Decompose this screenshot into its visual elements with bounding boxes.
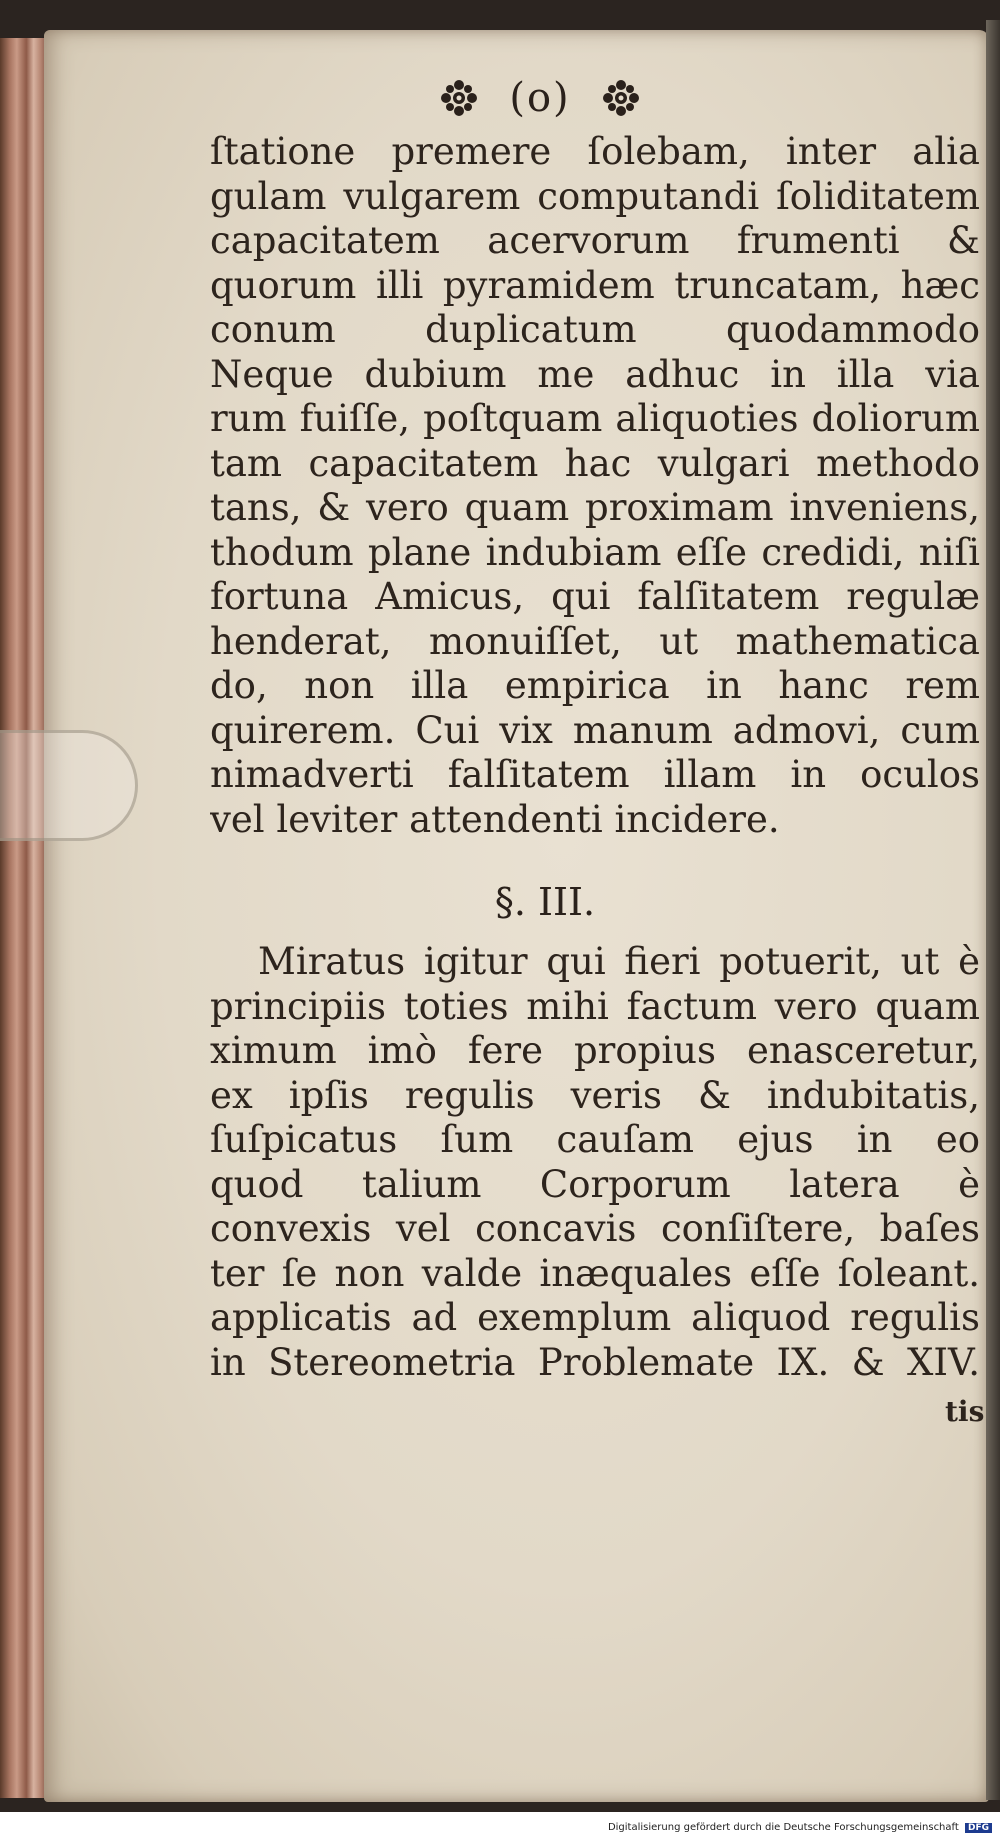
text-line: tans, & vero quam proximam inveniens, xyxy=(210,486,980,529)
page-clip xyxy=(0,730,138,841)
footer-credit-text: Digitalisierung gefördert durch die Deutsche Forschungsgemeinschaft xyxy=(607,1822,959,1833)
text-line: convexis vel concavis conſiſtere, baſes xyxy=(210,1207,980,1250)
text-line: henderat, monuiſſet, ut mathematica xyxy=(210,619,980,663)
text-line: nimadverti falſitatem illam in oculos xyxy=(210,753,980,796)
text-line: Miratus igitur qui fieri potuerit, ut è xyxy=(258,940,980,983)
paragraph-2 xyxy=(210,940,980,1385)
ornament-left-icon xyxy=(439,78,479,118)
catchword: tis xyxy=(945,1395,985,1428)
text-line: gulam vulgarem computandi ſoliditatem xyxy=(210,174,980,218)
paragraph-1 xyxy=(210,130,980,842)
text-line: quorum illi pyramidem truncatam, hæc xyxy=(210,263,980,307)
text-line: ex ipſis regulis veris & indubitatis, xyxy=(210,1073,980,1117)
text-line: capacitatem acervorum frumenti & xyxy=(210,219,980,262)
text-line: in Stereometria Problemate IX. & XIV. xyxy=(210,1340,980,1384)
text-line: ſuſpicatus ſum cauſam ejus in eo xyxy=(210,1118,980,1161)
text-line: quirerem. Cui vix manum admovi, cum xyxy=(210,708,980,752)
text-line: conum duplicatum quodammodo xyxy=(210,308,980,351)
text-line: rum fuiſſe, poſtquam aliquoties doliorum xyxy=(210,397,980,440)
text-line: fortuna Amicus, qui falſitatem regulæ xyxy=(210,575,980,618)
text-line: do, non illa empirica in hanc rem xyxy=(210,664,980,707)
page-number: (o) xyxy=(509,75,571,121)
footer-strip xyxy=(0,1812,1000,1838)
dfg-logo: DFG xyxy=(965,1823,992,1833)
text-line: tam capacitatem hac vulgari methodo xyxy=(210,441,980,485)
text-line: Neque dubium me adhuc in illa via xyxy=(210,352,980,396)
ornament-right-icon xyxy=(601,78,641,118)
page-header xyxy=(0,72,1000,121)
footer-credit xyxy=(608,1822,992,1833)
text-line: ter ſe non valde inæquales eſſe ſoleant. xyxy=(210,1251,980,1295)
text-line: quod talium Corporum latera è xyxy=(210,1162,980,1206)
text-line: ximum imò fere propius enasceretur, xyxy=(210,1029,980,1072)
section-heading: §. III. xyxy=(494,880,596,924)
text-line-last: vel leviter attendenti incidere. xyxy=(210,797,780,841)
text-line: thodum plane indubiam eſſe credidi, niſi xyxy=(210,530,980,574)
text-line: applicatis ad exemplum aliquod regulis xyxy=(210,1296,980,1339)
text-line: principiis toties mihi factum vero quam xyxy=(210,984,980,1028)
text-line: ſtatione premere ſolebam, inter alia xyxy=(210,130,980,173)
